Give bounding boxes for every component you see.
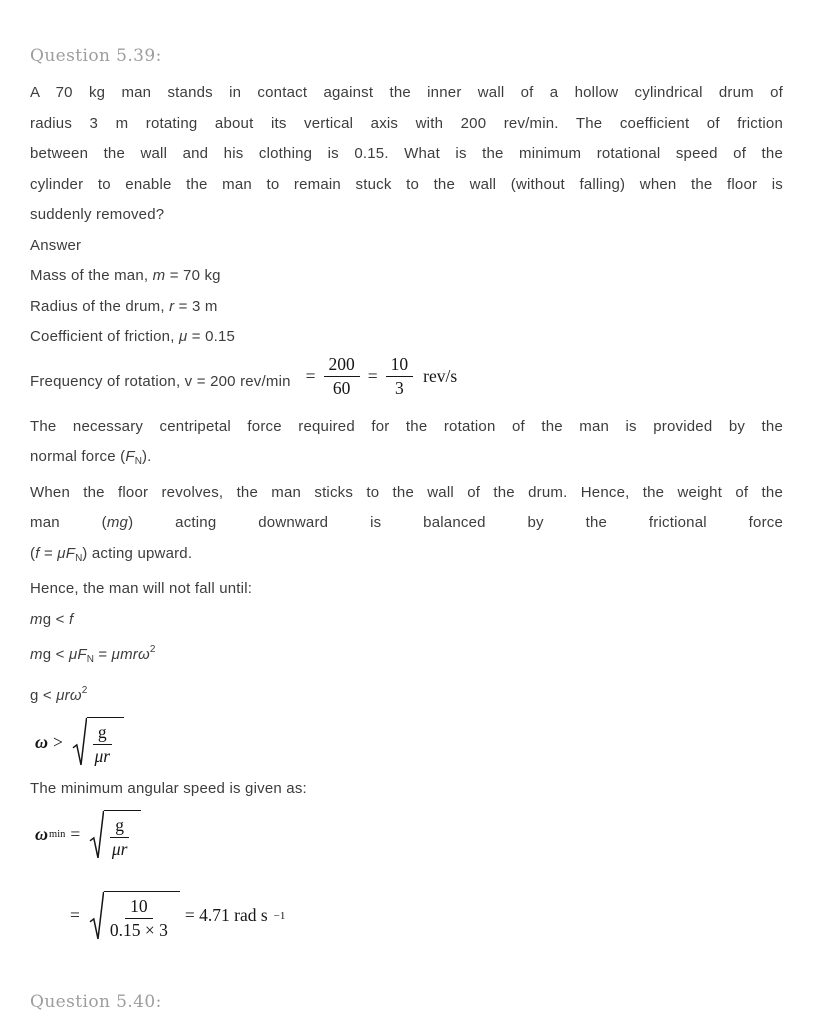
normal-subscript: N bbox=[134, 456, 142, 467]
inequality-2: mg < $\mu F_N = \mu mr\omega^2$ bbox=[30, 644, 156, 665]
square-root bbox=[89, 891, 180, 941]
omega-min-equation bbox=[35, 810, 783, 860]
question-5-39-heading: Question 5.39: bbox=[30, 46, 162, 66]
problem-line: A 70 kg man stands in contact against the inner wall of a hollow cylindrical drum of bbox=[30, 84, 783, 101]
omega-inequality-equation bbox=[35, 717, 783, 767]
minimum-speed-line: The minimum angular speed is given as: bbox=[30, 780, 307, 797]
mass-value: = 70 kg bbox=[165, 267, 221, 284]
equals-sign: = bbox=[305, 365, 316, 386]
equals-sign: = bbox=[70, 824, 81, 844]
equals-sign: = bbox=[70, 905, 80, 925]
weight-paragraph bbox=[30, 478, 783, 575]
weight-line: $(f = \mu F_N)$ acting upward. bbox=[30, 544, 193, 564]
inverse-superscript: −1 bbox=[273, 909, 286, 922]
weight-line: When the floor revolves, the man sticks to the wall of the drum. Hence, the weight of the bbox=[30, 483, 783, 501]
force-symbol: F bbox=[125, 448, 135, 465]
question-5-40-heading: Question 5.40: bbox=[30, 991, 162, 1012]
omega-symbol: ω bbox=[35, 824, 49, 844]
omega-symbol: ω bbox=[35, 731, 49, 752]
fraction-g-mur: $\frac{g}{\mu r}$ bbox=[111, 814, 128, 859]
radius-value: = 3 m bbox=[174, 297, 218, 315]
unit-rev-per-s: rev/s bbox=[423, 365, 458, 386]
weight-line: man (mg) acting downward is balanced by the frictional force bbox=[30, 514, 784, 531]
centripetal-line: The necessary centripetal force required for the rotation of the man is provided by the bbox=[30, 417, 783, 435]
squared-superscript: 2 bbox=[81, 684, 88, 696]
mass-symbol: m bbox=[152, 267, 166, 284]
frequency-row bbox=[30, 353, 783, 398]
equals-sign: = bbox=[367, 365, 378, 386]
given-radius-label: Radius of the drum, bbox=[30, 297, 170, 315]
result-value: = 4.71 rad s bbox=[184, 905, 268, 925]
radical-sign-icon bbox=[72, 717, 87, 767]
muF-symbol: μF bbox=[57, 544, 76, 562]
problem-line: between the wall and his clothing is 0.15. What is the minimum rotational speed of the bbox=[30, 145, 783, 162]
friction-value: = 0.15 bbox=[187, 328, 236, 345]
frequency-equation bbox=[301, 354, 458, 399]
greater-than-sign: > bbox=[53, 731, 63, 752]
result-equation bbox=[65, 891, 783, 941]
given-friction-label: Coefficient of friction, bbox=[30, 328, 179, 345]
radical-sign-icon bbox=[89, 891, 104, 941]
answer-label: Answer bbox=[30, 236, 82, 254]
problem-line: radius 3 m rotating about its vertical axis with 200 rev/min. The coefficient of friction bbox=[30, 114, 783, 132]
inequality-3: g < μrω$^2$ bbox=[30, 684, 88, 704]
given-friction-line bbox=[30, 322, 783, 353]
given-mass-label: Mass of the man, bbox=[30, 267, 153, 284]
square-root bbox=[72, 717, 124, 767]
min-subscript: min bbox=[49, 829, 66, 840]
square-root bbox=[89, 810, 141, 860]
mg-symbol: mg bbox=[106, 514, 129, 531]
fraction-10-3: $\frac{10}{3}$ bbox=[386, 354, 414, 399]
problem-statement bbox=[30, 78, 783, 231]
centripetal-paragraph bbox=[30, 412, 783, 478]
centripetal-line: normal force $(F_N)$. bbox=[30, 448, 152, 467]
given-mass-line bbox=[30, 261, 783, 292]
mu-symbol: μ bbox=[178, 328, 188, 345]
problem-line: cylinder to enable the man to remain stuck to the wall (without falling) when the floor is bbox=[30, 175, 783, 193]
frequency-label: Frequency of rotation, v = 200 rev/min bbox=[30, 373, 291, 390]
fraction-10-over-015x3: $\frac{10}{0.15 \times 3}$ bbox=[109, 895, 168, 940]
squared-superscript: 2 bbox=[149, 644, 156, 655]
fraction-200-60: $\frac{200}{60}$ bbox=[324, 354, 360, 399]
normal-subscript: N bbox=[75, 552, 83, 564]
given-radius-line bbox=[30, 292, 783, 323]
problem-line: suddenly removed? bbox=[30, 206, 165, 223]
normal-subscript: N bbox=[86, 654, 94, 665]
hence-line: Hence, the man will not fall until: bbox=[30, 580, 253, 597]
radical-sign-icon bbox=[89, 810, 104, 860]
fraction-g-mur: $\frac{g}{\mu r}$ bbox=[94, 722, 111, 766]
f-symbol: f bbox=[35, 544, 40, 562]
inequality-1: mg < f bbox=[30, 610, 74, 628]
radius-symbol: r bbox=[169, 297, 175, 315]
